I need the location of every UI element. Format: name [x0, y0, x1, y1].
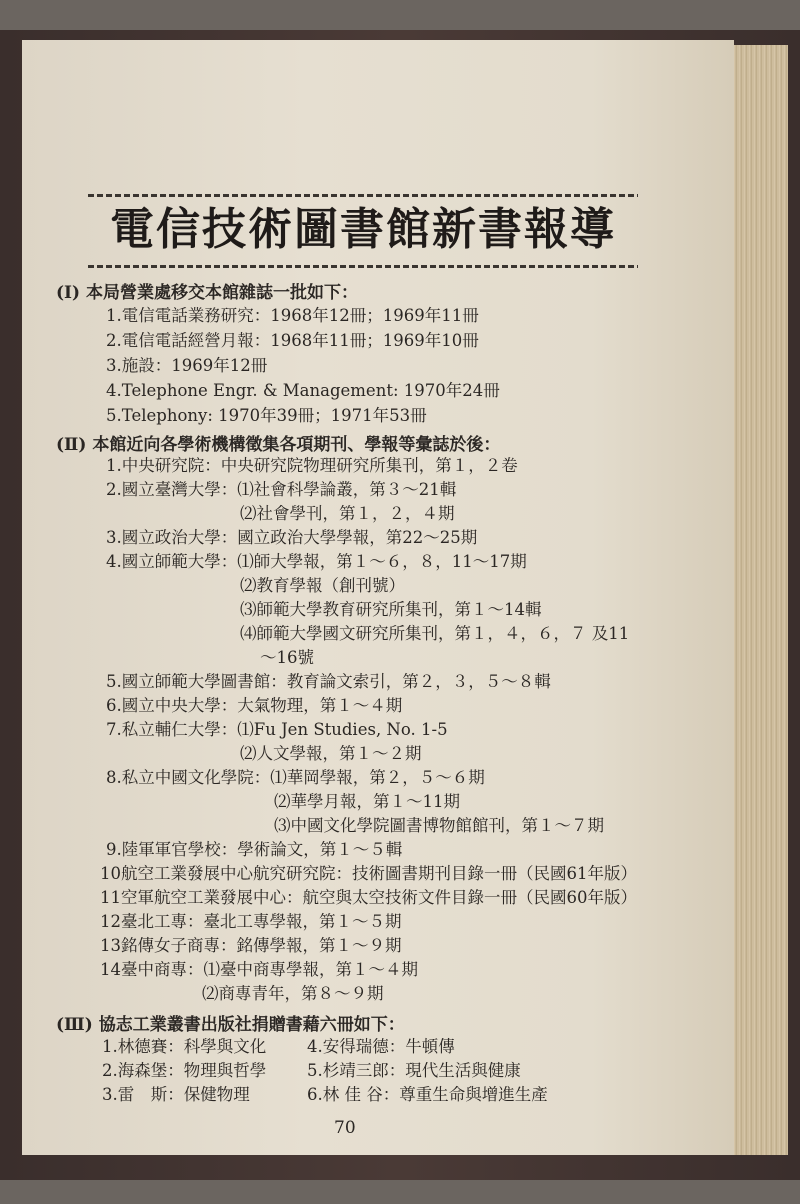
list-item: ～16號 [260, 648, 314, 667]
page-title: 電信技術圖書館新書報導 [110, 204, 616, 255]
list-item: ⑵人文學報，第１～２期 [240, 744, 422, 763]
list-item: 9.陸軍軍官學校：學術論文，第１～５輯 [106, 840, 403, 859]
list-item: 13銘傳女子商專：銘傳學報，第１～９期 [100, 936, 402, 955]
list-item: 1.林德賽：科學與文化 [102, 1037, 267, 1056]
list-item: 5.Telephony: 1970年39冊；1971年53冊 [106, 406, 427, 425]
list-item: 4.國立師範大學：⑴師大學報，第１～６，８，11～17期 [106, 552, 527, 571]
list-item: 12臺北工專：臺北工專學報，第１～５期 [100, 912, 402, 931]
list-item: ⑶中國文化學院圖書博物館館刊，第１～７期 [274, 816, 604, 835]
list-item: ⑵教育學報（創刊號） [240, 576, 405, 595]
list-item: 2.海森堡：物理與哲學 [102, 1061, 267, 1080]
list-item: 11空軍航空工業發展中心：航空與太空技術文件目錄一冊（民國60年版） [100, 888, 637, 907]
list-item: ⑵社會學刊，第１，２，４期 [240, 504, 455, 523]
list-item: ⑵華學月報，第１～11期 [274, 792, 460, 811]
list-item: 10航空工業發展中心航究研究院：技術圖書期刊目錄一冊（民國61年版） [100, 864, 637, 883]
book-page [22, 40, 734, 1155]
list-item: 4.安得瑞德：牛頓傳 [307, 1037, 455, 1056]
list-item: 3.國立政治大學：國立政治大學學報，第22～25期 [106, 528, 478, 547]
list-item: 5.國立師範大學圖書館：教育論文索引，第２，３，５～８輯 [106, 672, 551, 691]
title-block [88, 194, 638, 268]
section-heading-1: (Ⅰ) 本局營業處移交本館雜誌一批如下： [56, 283, 358, 303]
list-item: 6.國立中央大學：大氣物理，第１～４期 [106, 696, 403, 715]
list-item: 8.私立中國文化學院：⑴華岡學報，第２，５～６期 [106, 768, 485, 787]
page-number: 70 [334, 1118, 356, 1138]
list-item: 2.國立臺灣大學：⑴社會科學論叢，第３～21輯 [106, 480, 457, 499]
list-item: 3.施設：1969年12冊 [106, 356, 268, 375]
list-item: 6.林 佳 谷：尊重生命與增進生產 [307, 1085, 548, 1104]
list-item: 1.中央研究院：中央研究院物理研究所集刊，第１，２卷 [106, 456, 518, 475]
list-item: 4.Telephone Engr. & Management: 1970年24冊 [106, 381, 500, 400]
list-item: ⑶師範大學教育研究所集刊，第１～14輯 [240, 600, 542, 619]
list-item: 5.杉靖三郎：現代生活與健康 [307, 1061, 521, 1080]
list-item: 2.電信電話經營月報：1968年11冊；1969年10冊 [106, 331, 479, 350]
list-item: ⑵商專青年，第８～９期 [202, 984, 384, 1003]
list-item: 7.私立輔仁大學：⑴Fu Jen Studies, No. 1-5 [106, 720, 448, 739]
title-bottom-rule [88, 265, 638, 268]
list-item: ⑷師範大學國文研究所集刊，第１，４，６，７ 及11 [240, 624, 630, 643]
list-item: 14臺中商專：⑴臺中商專學報，第１～４期 [100, 960, 418, 979]
list-item: 1.電信電話業務研究：1968年12冊；1969年11冊 [106, 306, 479, 325]
section-heading-3: (Ⅲ) 協志工業叢書出版社捐贈書藉六冊如下： [56, 1015, 405, 1035]
title-top-rule [88, 194, 638, 197]
section-heading-2: (Ⅱ) 本館近向各學術機構徵集各項期刊、學報等彙誌於後： [56, 435, 501, 455]
list-item: 3.雷 斯：保健物理 [102, 1085, 250, 1104]
